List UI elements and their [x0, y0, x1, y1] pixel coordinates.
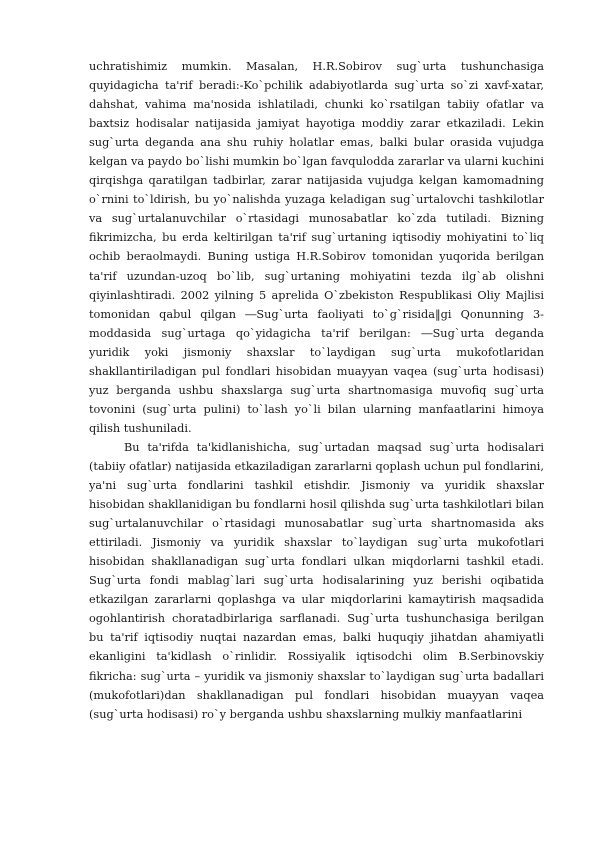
- paragraph-2: Bu ta'rifda ta'kidlanishicha, sug`urtadan maqsad sug`urta hodisalari (tabiiy ofatlar) natijasida etkaziladigan zararlarni qoplash uchun pul fondlarini, ya'ni sug`urta fondlarini tashkil etishdir. Jismoniy va yuridik shaxslar hisobidan shakllanidigan bu fondlarni hosil qilishda sug`urta tashkilotlari bilan sug`urtalanuvchilar o`rtasidagi munosabatlar sug`urta shartnomasida aks ettiriladi. Jismoniy va yuridik shaxslar to`laydigan sug`urta mukofotlari hisobidan shakllanadigan sug`urta fondlari ulkan miqdorlarni tashkil etadi. Sug`urta fondi mablag`lari sug`urta hodisalarining yuz berishi oqibatida etkazilgan zararlarni qoplashga va ular miqdorlarini kamaytirish maqsadida ogohlantirish choratadbirlariga sarflanadi. Sug`urta tushunchasiga berilgan bu ta'rif iqtisodiy nuqtai nazardan emas, balki huquqiy jihatdan ahamiyatli ekanligini ta'kidlash o`rinlidir. Rossiyalik iqtisodchi olim B.Serbinovskiy fikricha: sug`urta – yuridik va jismoniy shaxslar to`laydigan sug`urta badallari (mukofotlari)dan shakllanadigan pul fondlari hisobidan muayyan vaqea (sug`urta hodisasi) ro`y berganda ushbu shaxslarning mulkiy manfaatlarini: [89, 440, 544, 721]
- paragraph-1: uchratishimiz mumkin. Masalan, H.R.Sobirov sug`urta tushunchasiga quyidagicha ta'rif beradi:-Ko`pchilik adabiyotlarda sug`urta so`zi xavf-xatar, dahshat, vahima ma'nosida ishlatiladi, chunki ko`rsatilgan tabiiy ofatlar va baxtsiz hodisalar natijasida jamiyat hayotiga moddiy zarar etkaziladi. Lekin sug`urta deganda ana shu ruhiy holatlar emas, balki bular orasida vujudga kelgan va paydo bo`lishi mumkin bo`lgan favqulodda zararlar va ularni kuchini qirqishga qaratilgan tadbirlar, zarar natijasida vujudga kelgan kamomadning o`rnini to`ldirish, bu yo`nalishda yuzaga keladigan sug`urtalovchi tashkilotlar va sug`urtalanuvchilar o`rtasidagi munosabatlar ko`zda tutiladi. Bizning fikrimizcha, bu erda keltirilgan ta'rif sug`urtaning iqtisodiy mohiyatini to`liq ochib beraolmaydi. Buning ustiga H.R.Sobirov tomonidan yuqorida berilgan ta'rif uzundan-uzoq bo`lib, sug`urtaning mohiyatini tezda ilg`ab olishni qiyinlashtiradi. 2002 yilning 5 aprelida O`zbekiston Respublikasi Oliy Majlisi tomonidan qabul qilgan ―Sug`urta faoliyati to`g`risida‖gi Qonunning 3- moddasida sug`urtaga qo`yidagicha ta'rif berilgan: ―Sug`urta deganda yuridik yoki jismoniy shaxslar to`laydigan sug`urta mukofotlaridan shakllantiriladigan pul fondlari hisobidan muayyan vaqea (sug`urta hodisasi) yuz berganda ushbu shaxslarga sug`urta shartnomasiga muvofiq sug`urta tovonini (sug`urta pulini) to`lash yo`li bilan ularning manfaatlarini himoya qilish tushuniladi.: [89, 60, 545, 435]
- document-page: [89, 57, 544, 724]
